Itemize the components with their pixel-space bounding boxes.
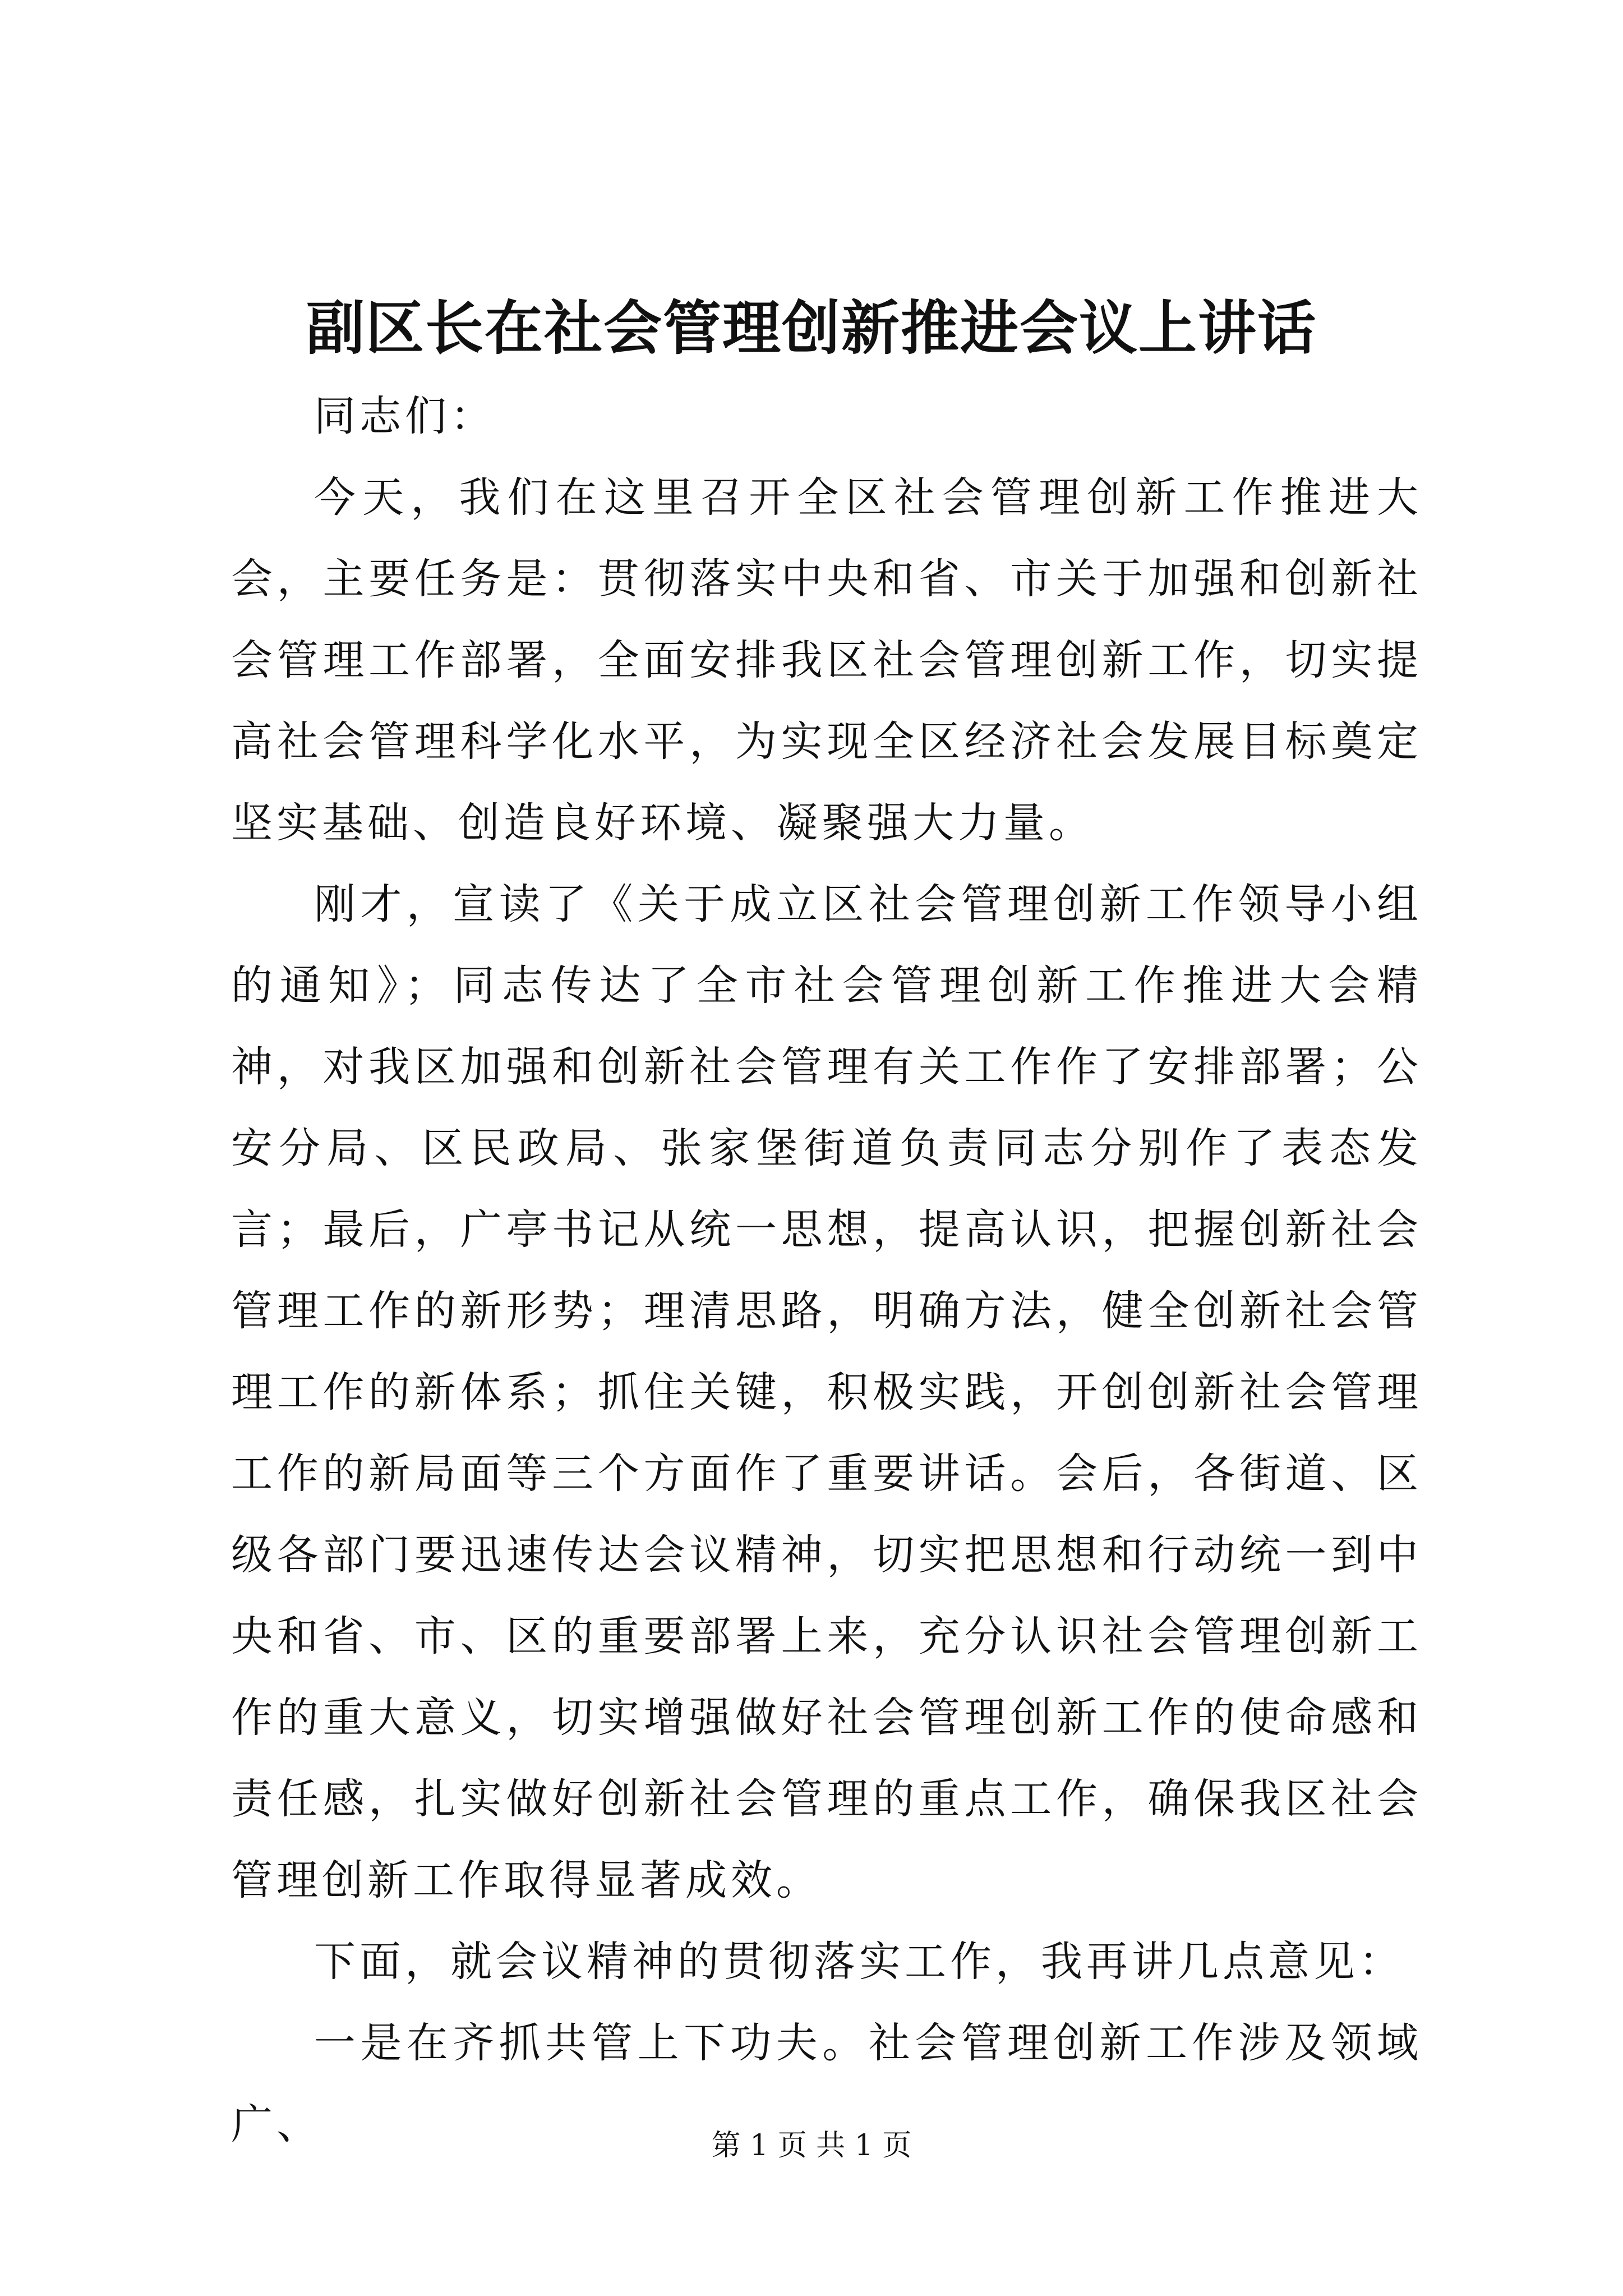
salutation-paragraph: 同志们： [314,392,496,440]
body-paragraph: 刚才，宣读了《关于成立区社会管理创新工作领导小组的通知》；同志传达了全市社会管理创新工作推进大会精神，对我区加强和创新社会管理有关工作作了安排部署；公安分局、区民政局、张家堡街道负责同志分别作了表态发言；最后，广亭书记从统一思想，提高认识，把握创新社会管理工作的新形势；理清思路，明确方法，健全创新社会管理工作的新体系；抓住关键，积极实践，开创创新社会管理工作的新局面等三个方面作了重要讲话。会后，各街道、区级各部门要迅速传达会议精神，切实把思想和行动统一到中央和省、市、区的重要部署上来，充分认识社会管理创新工作的重大意义，切实增强做好社会管理创新工作的使命感和责任感，扎实做好创新社会管理的重点工作，确保我区社会管理创新工作取得显著成效。 [231,880,1422,1904]
page-footer: 第 1 页 共 1 页 [711,2129,912,2162]
document-title: 副区长在社会管理创新推进会议上讲话 [306,293,1317,362]
body-paragraph: 下面，就会议精神的贯彻落实工作，我再讲几点意见： [314,1938,1404,1986]
body-paragraph: 一是在齐抓共管上下功夫。社会管理创新工作涉及领域广、 [231,2019,1422,2148]
document-body [231,376,1422,2165]
body-paragraph: 今天，我们在这里召开全区社会管理创新工作推进大会，主要任务是：贯彻落实中央和省、市关于加强和创新社会管理工作部署，全面安排我区社会管理创新工作，切实提高社会管理科学化水平，为实现全区经济社会发展目标奠定坚实基础、创造良好环境、凝聚强大力量。 [231,473,1422,847]
